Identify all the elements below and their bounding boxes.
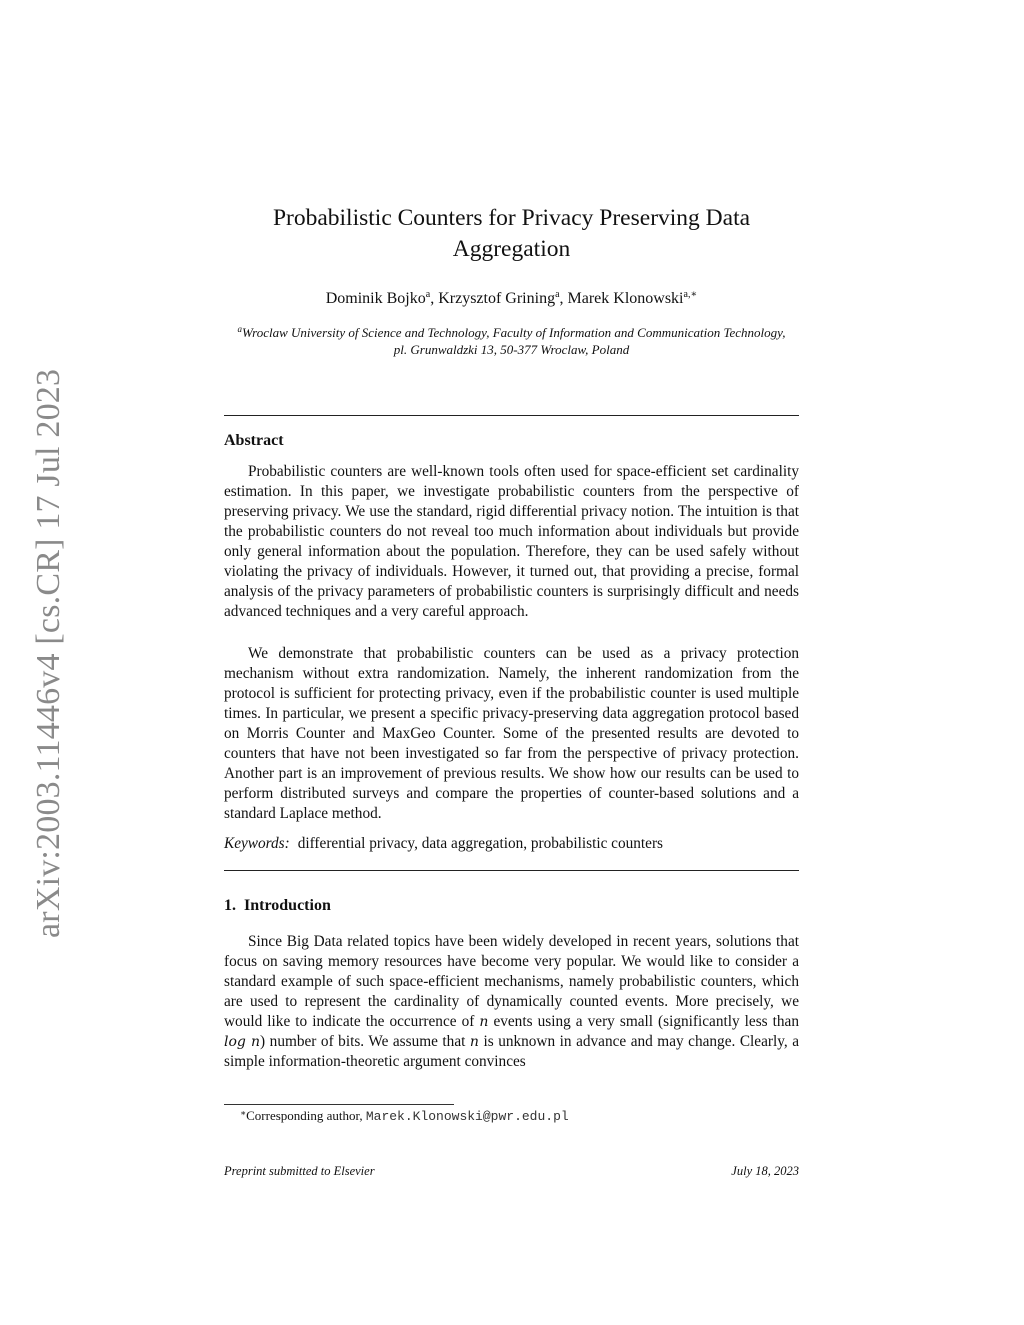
affiliation — [224, 324, 799, 358]
keywords-text: differential privacy, data aggregation, probabilistic counters — [297, 835, 664, 852]
affiliation-line-2: pl. Grunwaldzki 13, 50-377 Wroclaw, Poland — [393, 342, 630, 357]
section-title: Introduction — [244, 897, 331, 914]
footnote-rule — [224, 1104, 454, 1105]
paper-title: Probabilistic Counters for Privacy Preserving Data Aggregation — [272, 205, 751, 262]
affiliation-mark: a — [237, 324, 243, 334]
arxiv-identifier: arXiv:2003.11446v4 [cs.CR] 17 Jul 2023 — [30, 368, 67, 939]
abstract-heading: Abstract — [224, 432, 284, 449]
author-list: Dominik Bojko$^a$, Krzysztof Grining$^a$, Marek Klonowski$^{a,∗}$ — [325, 289, 698, 307]
abstract-top-rule — [224, 415, 799, 416]
abstract-paragraph-1: Probabilistic counters are well-known tools often used for space-efficient set cardinality estimation. In this paper, we investigate probabilistic counters from the perspective of preserving privacy. We use the standard, rigid differential privacy notion. The intuition is that the probabilistic counters do not reveal too much information about individuals but provide only general information about the population. Therefore, they can be used safely without violating the privacy of individuals. However, it turned out, that providing a precise, formal analysis of the privacy parameters of probabilistic counters is surprisingly difficult and needs advanced techniques and a very careful approach. — [224, 463, 799, 620]
footer-preprint-note: Preprint submitted to Elsevier — [224, 1164, 375, 1178]
abstract-bottom-rule — [224, 870, 799, 871]
intro-text-3: ) number of bits. We assume that — [260, 1033, 470, 1050]
intro-text-2: events using a very small (significantly less than — [488, 1013, 799, 1030]
footnote-mark: ∗ — [240, 1108, 247, 1118]
math-log-n: log n — [224, 1034, 261, 1050]
footer-date: July 18, 2023 — [731, 1164, 799, 1178]
author-mark: a — [425, 289, 431, 300]
section-heading-introduction — [224, 897, 331, 915]
author-name: Marek Klonowski — [567, 290, 684, 307]
author-name: Krzysztof Grining — [438, 290, 556, 307]
affiliation-line-1: Wroclaw University of Science and Technology, Faculty of Information and Communication Technology, — [242, 325, 786, 340]
math-n: n — [479, 1014, 489, 1030]
math-n: n — [469, 1034, 479, 1050]
footnote — [240, 1108, 569, 1124]
author-mark: a,∗ — [683, 289, 698, 300]
keywords — [224, 835, 663, 853]
section-number: 1. — [224, 897, 236, 914]
author-name: Dominik Bojko — [325, 290, 426, 307]
footnote-text: Corresponding author, — [246, 1108, 366, 1123]
author-mark: a — [555, 289, 560, 300]
intro-text-4: is unknown in advance and may change. Clearly, a simple information-theoretic argument convinces — [224, 1033, 799, 1070]
intro-text-1: Since Big Data related topics have been widely developed in recent years, solutions that focus on saving memory resources have become very popular. We would like to consider a standard example of such space-efficient mechanisms, namely probabilistic counters, which are used to represent the cardinality of dynamically counted events. More precisely, we would like to indicate the occurrence of — [224, 933, 799, 1030]
abstract-paragraph-2: We demonstrate that probabilistic counters can be used as a privacy protection mechanism without extra randomization. Namely, the inherent randomization from the protocol is sufficient for protecting privacy, even if the probabilistic counter is used multiple times. In particular, we present a specific privacy-preserving data aggregation protocol based on Morris Counter and MaxGeo Counter. Some of the presented results are devoted to counters that have not been investigated so far from the perspective of privacy protection. Another part is an improvement of previous results. We show how our results can be used to perform distributed surveys and compare the properties of counter-based solutions and a standard Laplace method. — [224, 645, 799, 822]
introduction-paragraph — [224, 932, 799, 1072]
footnote-email: Marek.Klonowski@pwr.edu.pl — [365, 1109, 569, 1124]
keywords-label: Keywords: — [224, 835, 290, 852]
